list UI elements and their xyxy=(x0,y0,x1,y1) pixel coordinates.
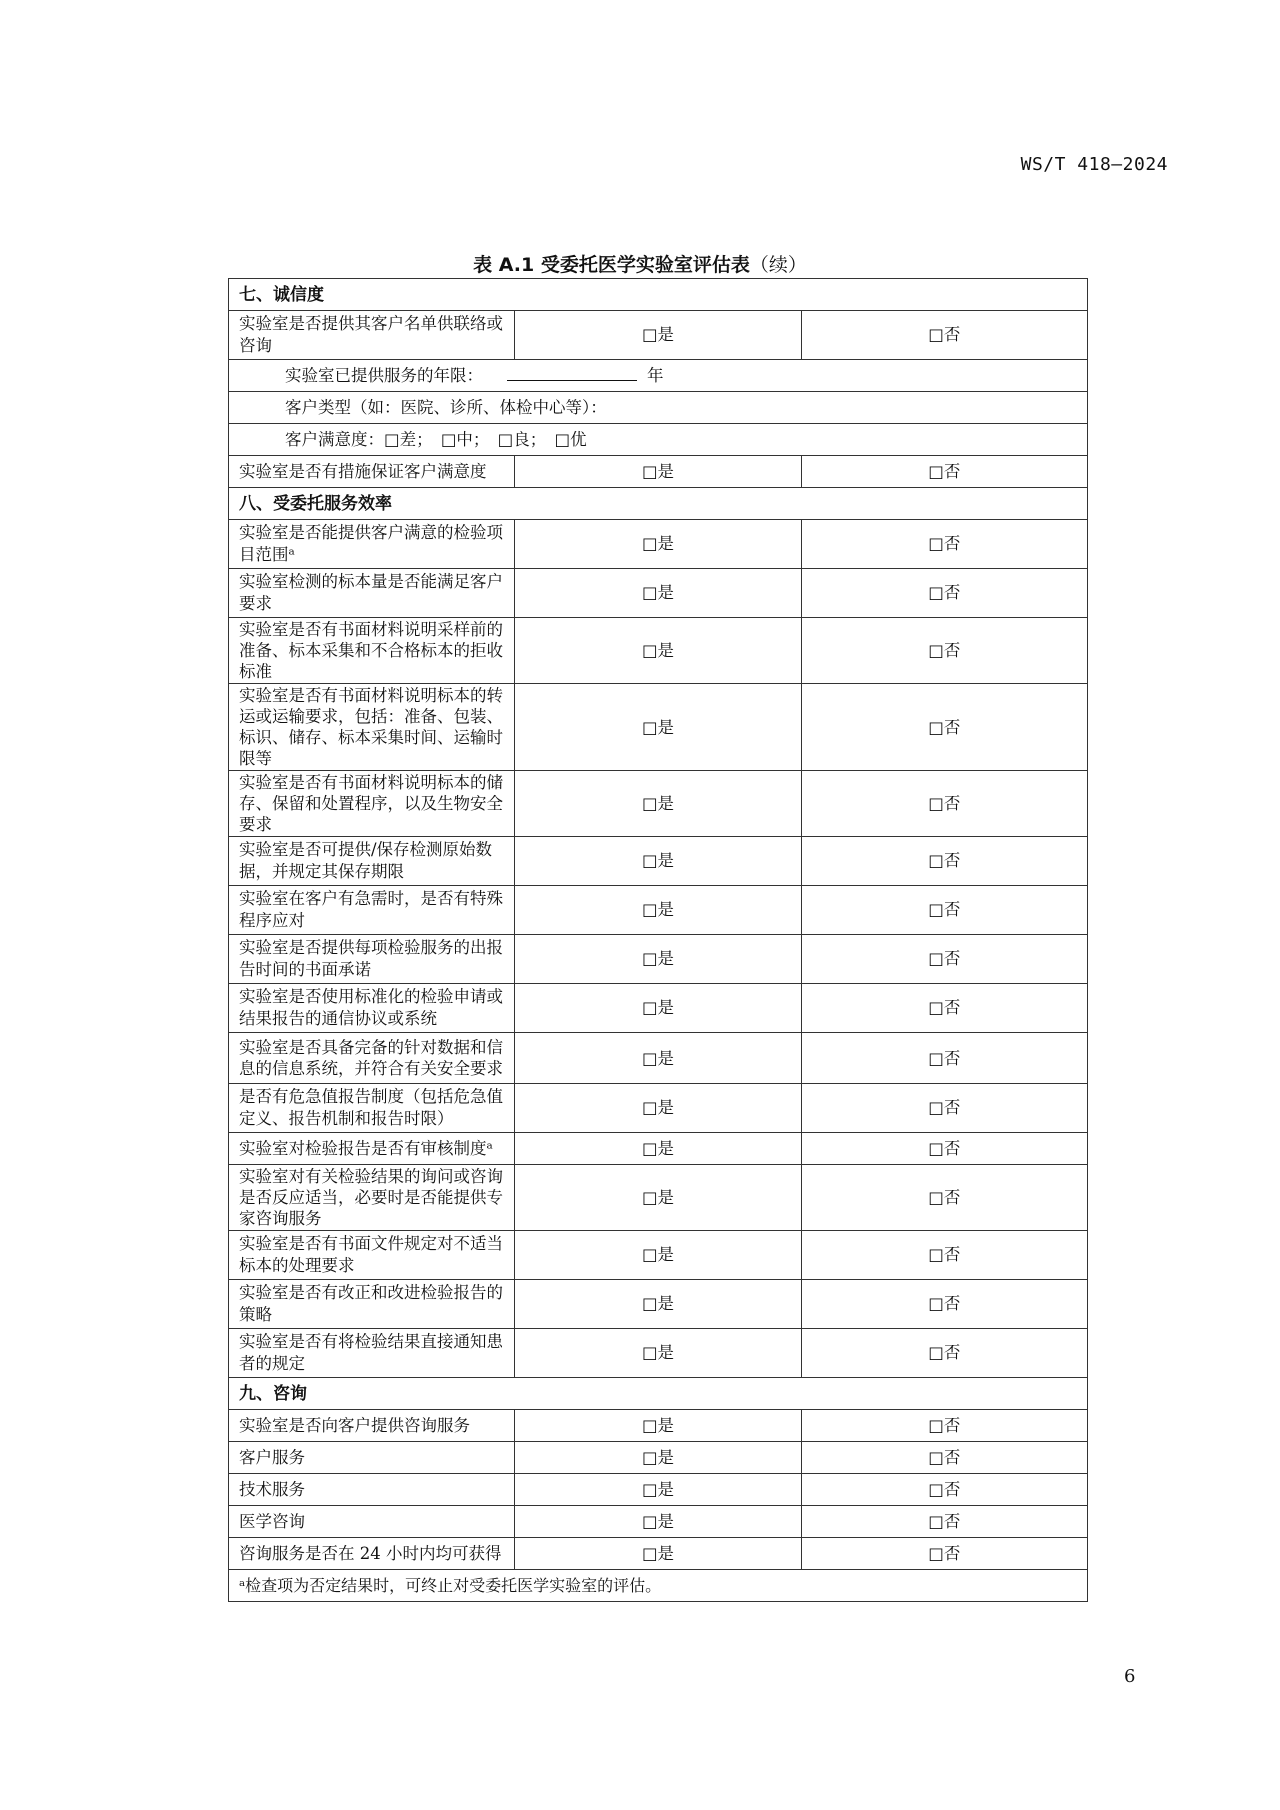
service-years-unit: 年 xyxy=(647,366,664,385)
question-text: 实验室是否有书面材料说明标本的储存、保留和处置程序，以及生物安全要求 xyxy=(229,771,515,837)
question-text: 咨询服务是否在 24 小时内均可获得 xyxy=(229,1538,515,1570)
no-checkbox[interactable]: □否 xyxy=(801,1538,1087,1570)
question-text: 实验室是否提供其客户名单供联络或咨询 xyxy=(229,311,515,360)
question-text: 实验室是否向客户提供咨询服务 xyxy=(229,1410,515,1442)
table-title-continued: （续） xyxy=(749,254,807,276)
no-checkbox[interactable]: □否 xyxy=(801,1280,1087,1329)
yes-checkbox[interactable]: □是 xyxy=(515,1506,801,1538)
table-row xyxy=(229,311,1088,360)
no-checkbox[interactable]: □否 xyxy=(801,1231,1087,1280)
question-text: 实验室在客户有急需时，是否有特殊程序应对 xyxy=(229,886,515,935)
client-satisfaction-options[interactable]: 客户满意度：□差； □中； □良； □优 xyxy=(229,424,1088,456)
no-checkbox[interactable]: □否 xyxy=(801,1084,1087,1133)
table-row xyxy=(229,684,1088,771)
yes-checkbox[interactable]: □是 xyxy=(515,569,801,618)
table-row xyxy=(229,1231,1088,1280)
yes-checkbox[interactable]: □是 xyxy=(515,984,801,1033)
table-row xyxy=(229,886,1088,935)
service-years-input[interactable] xyxy=(507,364,637,381)
yes-checkbox[interactable]: □是 xyxy=(515,1133,801,1165)
document-code: WS/T 418—2024 xyxy=(1020,154,1168,175)
yes-checkbox[interactable]: □是 xyxy=(515,837,801,886)
no-checkbox[interactable]: □否 xyxy=(801,618,1087,684)
table-row xyxy=(229,1033,1088,1084)
section-title-efficiency: 八、受委托服务效率 xyxy=(229,488,1088,520)
evaluation-table xyxy=(228,278,1088,1602)
no-checkbox[interactable]: □否 xyxy=(801,311,1087,360)
no-checkbox[interactable]: □否 xyxy=(801,1506,1087,1538)
table-title-text: 表 A.1 受委托医学实验室评估表 xyxy=(473,254,750,276)
section-title-integrity: 七、诚信度 xyxy=(229,279,1088,311)
no-checkbox[interactable]: □否 xyxy=(801,1474,1087,1506)
yes-checkbox[interactable]: □是 xyxy=(515,1410,801,1442)
question-text: 实验室是否能提供客户满意的检验项目范围ᵃ xyxy=(229,520,515,569)
question-text: 实验室是否具备完备的针对数据和信息的信息系统，并符合有关安全要求 xyxy=(229,1033,515,1084)
yes-checkbox[interactable]: □是 xyxy=(515,886,801,935)
no-checkbox[interactable]: □否 xyxy=(801,771,1087,837)
question-text: 技术服务 xyxy=(229,1474,515,1506)
question-text: 实验室是否有措施保证客户满意度 xyxy=(229,456,515,488)
table-row xyxy=(229,771,1088,837)
table-row xyxy=(229,1133,1088,1165)
table-row xyxy=(229,618,1088,684)
question-text: 实验室是否提供每项检验服务的出报告时间的书面承诺 xyxy=(229,935,515,984)
question-text: 医学咨询 xyxy=(229,1506,515,1538)
question-text: 实验室是否可提供/保存检测原始数据，并规定其保存期限 xyxy=(229,837,515,886)
yes-checkbox[interactable]: □是 xyxy=(515,684,801,771)
yes-checkbox[interactable]: □是 xyxy=(515,1474,801,1506)
yes-checkbox[interactable]: □是 xyxy=(515,618,801,684)
no-checkbox[interactable]: □否 xyxy=(801,1033,1087,1084)
no-checkbox[interactable]: □否 xyxy=(801,984,1087,1033)
question-text: 客户服务 xyxy=(229,1442,515,1474)
table-row xyxy=(229,837,1088,886)
yes-checkbox[interactable]: □是 xyxy=(515,311,801,360)
table-row xyxy=(229,1442,1088,1474)
no-checkbox[interactable]: □否 xyxy=(801,886,1087,935)
section-title-consulting: 九、咨询 xyxy=(229,1378,1088,1410)
yes-checkbox[interactable]: □是 xyxy=(515,1329,801,1378)
table-row xyxy=(229,1329,1088,1378)
table-row xyxy=(229,360,1088,392)
yes-checkbox[interactable]: □是 xyxy=(515,1231,801,1280)
table-row xyxy=(229,1506,1088,1538)
question-text: 实验室是否有将检验结果直接通知患者的规定 xyxy=(229,1329,515,1378)
no-checkbox[interactable]: □否 xyxy=(801,1329,1087,1378)
table-row xyxy=(229,569,1088,618)
question-text: 实验室是否有书面材料说明采样前的准备、标本采集和不合格标本的拒收标准 xyxy=(229,618,515,684)
yes-checkbox[interactable]: □是 xyxy=(515,771,801,837)
question-text: 实验室是否有书面材料说明标本的转运或运输要求，包括：准备、包装、标识、储存、标本采集时间、运输时限等 xyxy=(229,684,515,771)
table-footnote: ᵃ检查项为否定结果时，可终止对受委托医学实验室的评估。 xyxy=(229,1570,1088,1602)
service-years-row xyxy=(229,360,1088,392)
service-years-label: 实验室已提供服务的年限： xyxy=(285,366,483,385)
no-checkbox[interactable]: □否 xyxy=(801,1165,1087,1231)
question-text: 实验室检测的标本量是否能满足客户要求 xyxy=(229,569,515,618)
yes-checkbox[interactable]: □是 xyxy=(515,1033,801,1084)
page-number: 6 xyxy=(1124,1666,1136,1687)
question-text: 实验室对检验报告是否有审核制度ᵃ xyxy=(229,1133,515,1165)
table-row xyxy=(229,1084,1088,1133)
yes-checkbox[interactable]: □是 xyxy=(515,935,801,984)
yes-checkbox[interactable]: □是 xyxy=(515,520,801,569)
table-row xyxy=(229,1280,1088,1329)
no-checkbox[interactable]: □否 xyxy=(801,837,1087,886)
no-checkbox[interactable]: □否 xyxy=(801,569,1087,618)
yes-checkbox[interactable]: □是 xyxy=(515,456,801,488)
table-row xyxy=(229,984,1088,1033)
question-text: 是否有危急值报告制度（包括危急值定义、报告机制和报告时限） xyxy=(229,1084,515,1133)
question-text: 实验室是否使用标准化的检验申请或结果报告的通信协议或系统 xyxy=(229,984,515,1033)
question-text: 实验室对有关检验结果的询问或咨询是否反应适当，必要时是否能提供专家咨询服务 xyxy=(229,1165,515,1231)
no-checkbox[interactable]: □否 xyxy=(801,1410,1087,1442)
table-row xyxy=(229,935,1088,984)
question-text: 实验室是否有书面文件规定对不适当标本的处理要求 xyxy=(229,1231,515,1280)
table-row xyxy=(229,1165,1088,1231)
no-checkbox[interactable]: □否 xyxy=(801,456,1087,488)
yes-checkbox[interactable]: □是 xyxy=(515,1538,801,1570)
table-title xyxy=(0,250,1280,277)
no-checkbox[interactable]: □否 xyxy=(801,1442,1087,1474)
client-type-field[interactable]: 客户类型（如：医院、诊所、体检中心等）： xyxy=(229,392,1088,424)
no-checkbox[interactable]: □否 xyxy=(801,520,1087,569)
no-checkbox[interactable]: □否 xyxy=(801,684,1087,771)
table-row xyxy=(229,424,1088,456)
no-checkbox[interactable]: □否 xyxy=(801,1133,1087,1165)
yes-checkbox[interactable]: □是 xyxy=(515,1084,801,1133)
table-row xyxy=(229,1474,1088,1506)
yes-checkbox[interactable]: □是 xyxy=(515,1280,801,1329)
table-row xyxy=(229,456,1088,488)
yes-checkbox[interactable]: □是 xyxy=(515,1442,801,1474)
no-checkbox[interactable]: □否 xyxy=(801,935,1087,984)
table-row xyxy=(229,392,1088,424)
table-row xyxy=(229,1538,1088,1570)
table-row xyxy=(229,520,1088,569)
question-text: 实验室是否有改正和改进检验报告的策略 xyxy=(229,1280,515,1329)
yes-checkbox[interactable]: □是 xyxy=(515,1165,801,1231)
table-row xyxy=(229,1410,1088,1442)
